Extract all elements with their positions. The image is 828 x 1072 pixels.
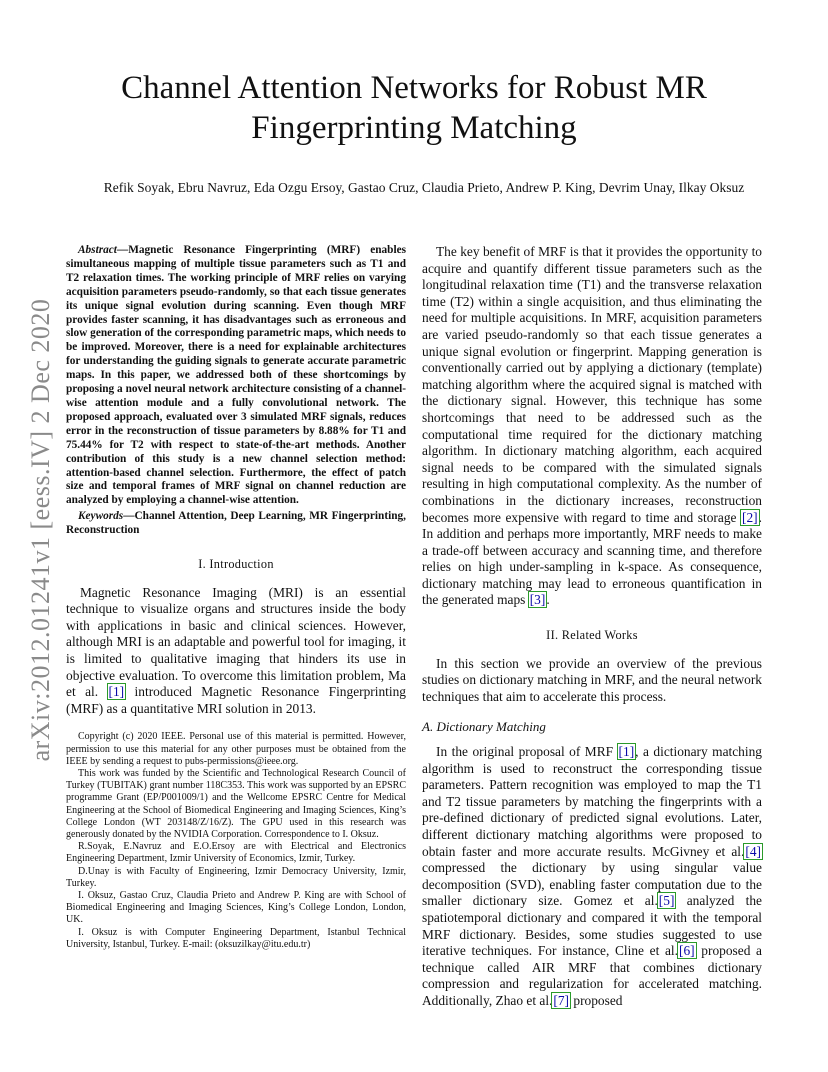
citation-link[interactable]: [1]	[618, 744, 635, 760]
footnote: D.Unay is with Faculty of Engineering, Izmir Democracy University, Izmir, Turkey.	[66, 865, 406, 889]
body-text: The key benefit of MRF is that it provides the opportunity to acquire and quantify different tissue parameters such as the longitudinal relaxation time (T1) and the transverse relaxation time (T2) within a single acquisition, and thus eliminating the need for multiple acquisitions. In MRF, acquisition parameters are varied pseudo-randomly so that each tissue generates a unique signal evolution or fingerprint. Mapping generation is conventionally carried out by applying a dictionary (template) matching algorithm where the acquired signal is matched with the dictionary signal. However, this technique has some shortcomings that need to be addressed such as the computational time required for the dictionary matching algorithm. In dictionary matching algorithm, each acquired signal needs to be compared with the simulated signals resulting in high computational complexity. As the number of combinations in the dictionary increases, reconstruction becomes more expensive with regard to time and storage	[422, 244, 762, 525]
citation-link[interactable]: [5]	[658, 893, 675, 909]
body-text: In the original proposal of MRF	[436, 744, 618, 760]
body-text: analyzed the spatiotemporal dictionary and compared it with the temporal MRF dictionary. Besides, some studies suggested to use iterative techniques. For instance, Cline et al.	[422, 893, 762, 959]
author-list: Refik Soyak, Ebru Navruz, Eda Ozgu Ersoy, Gastao Cruz, Claudia Prieto, Andrew P. King, Devrim Unay, Ilkay Oksuz	[103, 180, 745, 195]
citation-link[interactable]: [1]	[108, 684, 125, 700]
footnote: This work was funded by the Scientific and Technological Research Council of Turkey (TUBITAK) grant number 118C353. This work was supported by an EPSRC programme Grant (EP/P001009/1) and the Wellcome EPSRC Centre for Medical Engineering at the School of Biomedical Engineering and Imaging Sciences, King’s College London (WT 203148/Z/16/Z). The GPU used in this research was generously donated by the NVIDIA Corporation. Correspondence to I. Oksuz.	[66, 767, 406, 840]
citation-link[interactable]: [3]	[529, 592, 546, 608]
body-paragraph	[422, 244, 762, 609]
keywords-label: Keywords	[78, 510, 124, 523]
citation-link[interactable]: [6]	[679, 943, 695, 959]
dictionary-matching-paragraph	[422, 744, 762, 1010]
related-paragraph: In this section we provide an overview of the previous studies on dictionary matching in MRF, and the neural network techniques that aim to accelerate this process.	[422, 655, 762, 704]
citation-link[interactable]: [4]	[745, 843, 761, 859]
title-line-2: Fingerprinting Matching	[251, 110, 577, 146]
footnote: I. Oksuz is with Computer Engineering Department, Istanbul Technical University, Istanbul, Turkey. E-mail: (oksuzilkay@itu.edu.tr)	[66, 926, 406, 950]
abstract	[66, 244, 406, 508]
right-column	[422, 244, 762, 1010]
keywords	[66, 510, 406, 538]
body-text: , a dictionary matching algorithm is used to reconstruct the corresponding tissue parameters. Pattern recognition was employed to map the T1 and T2 tissue parameters by matching the fingerprints with a pre-defined dictionary of predicted signal evolutions. Later, different dictionary matching algorithms were proposed to obtain faster and more accurate results. McGivney et al.	[422, 744, 762, 859]
section-heading-introduction: I. Introduction	[198, 557, 274, 572]
abstract-label: Abstract	[78, 244, 117, 256]
citation-link[interactable]: [7]	[553, 992, 570, 1008]
title-line-1: Channel Attention Networks for Robust MR	[121, 70, 707, 106]
body-text: .	[546, 592, 550, 608]
intro-text-b: introduced Magnetic Resonance Fingerprinting (MRF) as a quantitative MRI solution in 2013.	[66, 684, 406, 716]
subsection-heading: A. Dictionary Matching	[422, 719, 546, 735]
citation-link[interactable]: [2]	[742, 509, 758, 525]
body-text: compressed the dictionary by using singular value decomposition (SVD), enabling faster computation due to the smaller dictionary size. Gomez et al.	[422, 860, 762, 909]
body-text: . In addition and perhaps more importantly, MRF needs to make a trade-off between accuracy and scanning time, and therefore relies on high under-sampling in k-space. As consequence, dictionary matching may lead to erroneous quantification in the generated maps	[422, 509, 762, 608]
keywords-text: —Channel Attention, Deep Learning, MR Fingerprinting, Reconstruction	[66, 510, 406, 537]
body-text: proposed a technique called AIR MRF that combines dictionary compression and regularization for accelerated matching. Additionally, Zhao et al.	[422, 943, 762, 1008]
intro-text-a: Magnetic Resonance Imaging (MRI) is an essential technique to visualize organs and structures inside the body with applications in basic and clinical sciences. However, although MRI is an adaptable and powerful tool for imaging, it is limited to qualitative imaging that hinders its use in objective evaluation. To overcome this limitation problem, Ma et al.	[66, 584, 406, 700]
footnote: R.Soyak, E.Navruz and E.O.Ersoy are with Electrical and Electronics Engineering Department, Izmir University of Economics, Izmir, Turkey.	[66, 841, 406, 865]
footnotes	[66, 731, 406, 951]
footnote: I. Oksuz, Gastao Cruz, Claudia Prieto and Andrew P. King are with School of Biomedical Engineering and Imaging Sciences, King’s College London, London, UK.	[66, 890, 406, 926]
arxiv-id-text: arXiv:2012.01241v1 [eess.IV] 2 Dec 2020	[26, 298, 55, 762]
intro-paragraph	[66, 585, 406, 718]
body-text: proposed	[570, 992, 623, 1008]
left-column	[66, 244, 406, 951]
abstract-text: —Magnetic Resonance Fingerprinting (MRF) enables simultaneous mapping of multiple tissue parameters such as T1 and T2 relaxation times. The working principle of MRF relies on varying acquisition parameters pseudo-randomly, so that each tissue generates its unique signal evolution during scanning. Even though MRF provides faster scanning, it has disadvantages such as erroneous and slow generation of the corresponding parametric maps, which needs to be improved. Moreover, there is a need for explainable architectures for understanding the guiding signals to generate accurate parametric maps. In this paper, we addressed both of these shortcomings by proposing a novel neural network architecture consisting of a channel-wise attention module and a fully convolutional network. The proposed approach, evaluated over 3 simulated MRF signals, reduces error in the reconstruction of tissue parameters by 8.88% for T1 and 75.44% for T2 with respect to state-of-the-art methods. Another contribution of this study is a new channel selection method: attention-based channel selection. Furthermore, the effect of patch size and temporal frames of MRF signal on channel reduction are analyzed by employing a channel-wise attention.	[66, 244, 406, 507]
footnote: Copyright (c) 2020 IEEE. Personal use of this material is permitted. However, permission to use this material for any other purposes must be obtained from the IEEE by sending a request to pubs-permissions@ieee.org.	[66, 731, 406, 767]
paper-title	[0, 68, 828, 148]
section-heading-related-works: II. Related Works	[546, 628, 638, 643]
arxiv-identifier	[16, 290, 66, 770]
